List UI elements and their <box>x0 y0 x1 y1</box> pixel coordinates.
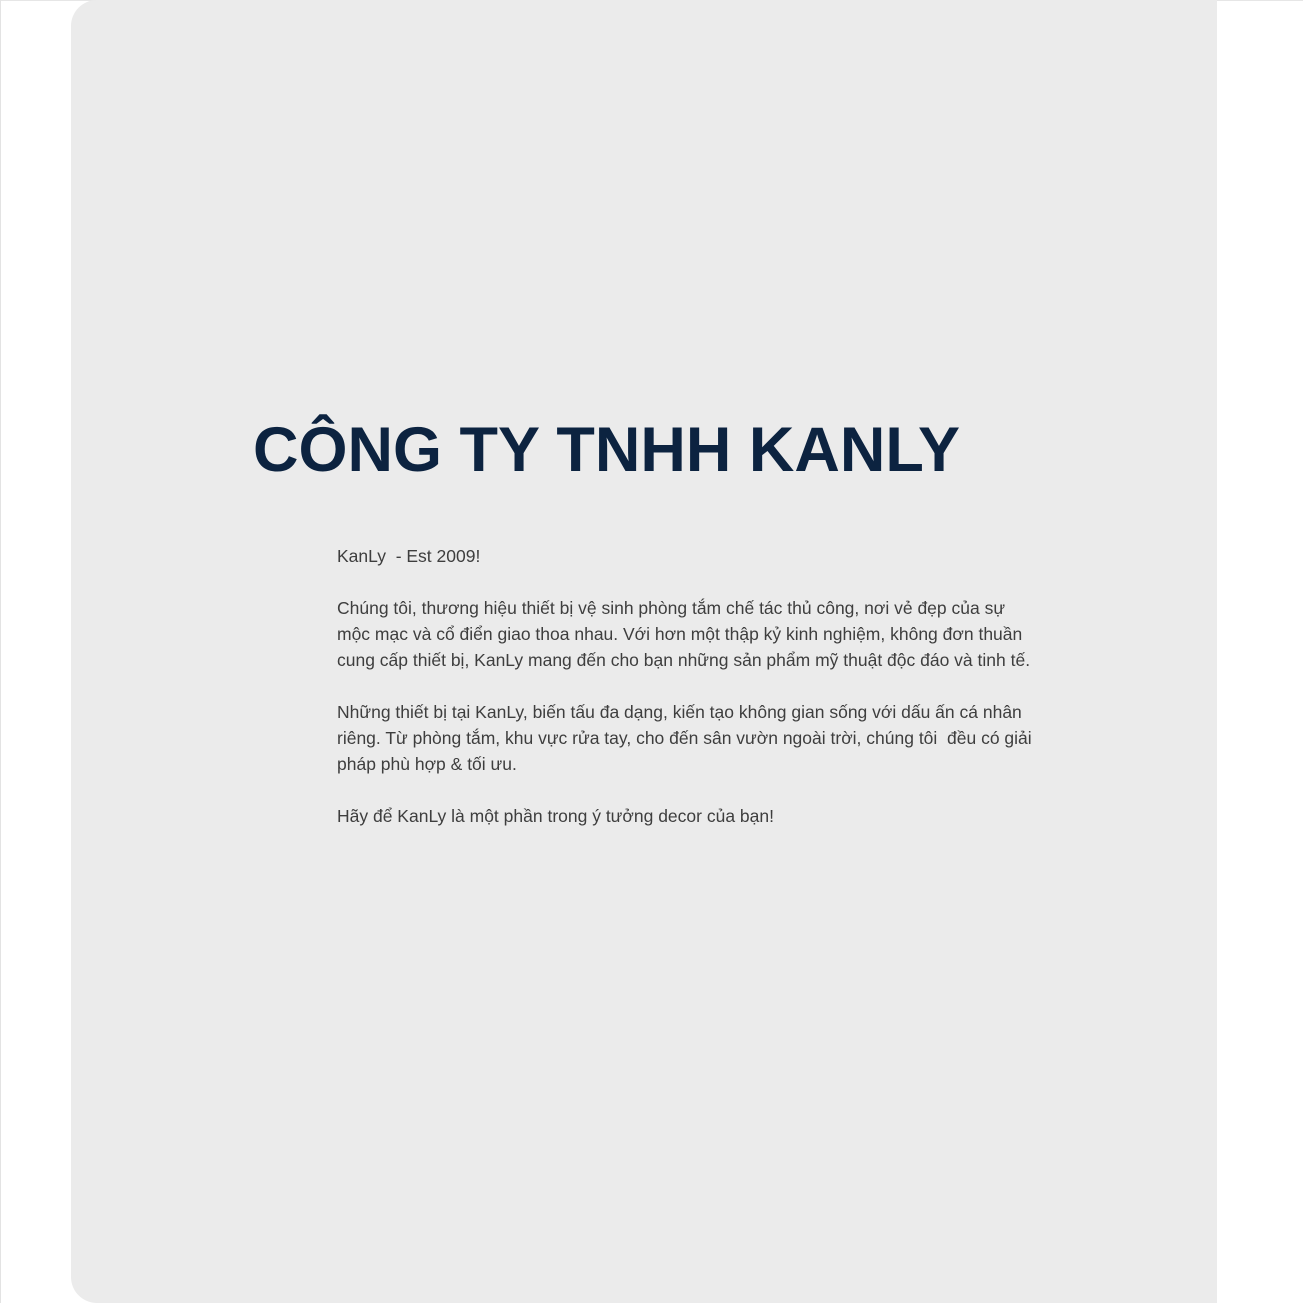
tagline-text: KanLy - Est 2009! <box>337 546 481 566</box>
page-left-border <box>0 0 1 1303</box>
paragraph-line: Những thiết bị tại KanLy, biến tấu đa dạng, kiến tạo không gian sống với dấu ấn cá nhân <box>337 702 1022 722</box>
paragraph-line: riêng. Từ phòng tắm, khu vực rửa tay, cho đến sân vườn ngoài trời, chúng tôi đều có giải <box>337 728 1032 748</box>
intro-paragraph-1 <box>337 595 1057 673</box>
company-title: CÔNG TY TNHH KANLY <box>253 415 961 485</box>
paragraph-line: cung cấp thiết bị, KanLy mang đến cho bạn những sản phẩm mỹ thuật độc đáo và tinh tế. <box>337 650 1031 670</box>
paragraph-line: Chúng tôi, thương hiệu thiết bị vệ sinh phòng tắm chế tác thủ công, nơi vẻ đẹp của sự <box>337 598 1006 618</box>
closing-text: Hãy để KanLy là một phần trong ý tưởng decor của bạn! <box>337 806 774 826</box>
closing-line <box>337 803 1057 829</box>
paragraph-line: pháp phù hợp & tối ưu. <box>337 754 517 774</box>
intro-paragraph-2 <box>337 699 1057 777</box>
company-intro <box>337 543 1057 855</box>
tagline <box>337 543 1057 569</box>
paragraph-line: mộc mạc và cổ điển giao thoa nhau. Với hơn một thập kỷ kinh nghiệm, không đơn thuần <box>337 624 1023 644</box>
